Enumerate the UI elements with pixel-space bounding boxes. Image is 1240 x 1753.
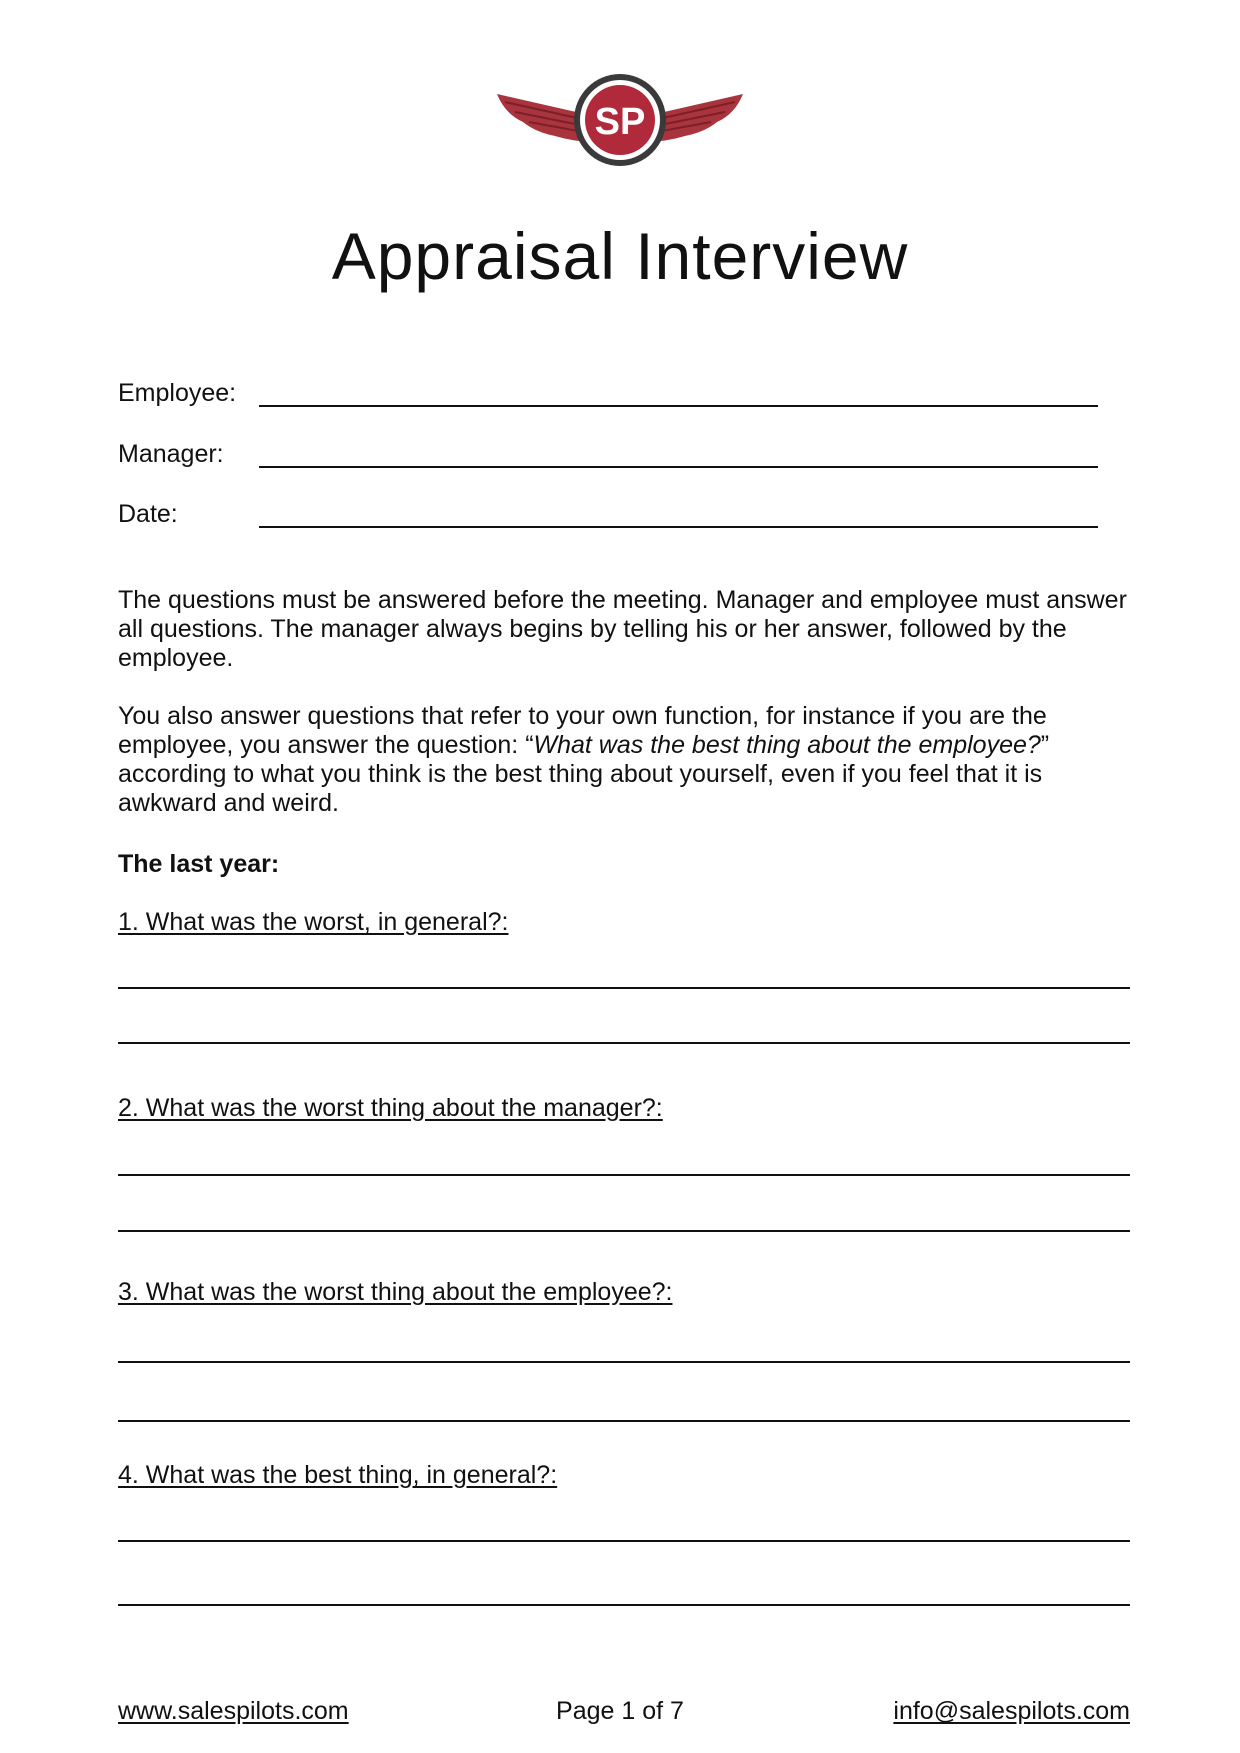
- question-3: 3. What was the worst thing about the employee?:: [118, 1278, 673, 1306]
- answer-line[interactable]: [118, 1230, 1130, 1232]
- date-field: [118, 491, 1098, 531]
- date-input-line[interactable]: [259, 526, 1098, 528]
- question-4: 4. What was the best thing, in general?:: [118, 1461, 558, 1489]
- employee-field: [118, 370, 1098, 410]
- date-label: Date:: [118, 500, 178, 528]
- intro-paragraph-2-quote: What was the best thing about the employee?: [533, 731, 1041, 759]
- question-1: 1. What was the worst, in general?:: [118, 908, 509, 936]
- logo-initials: SP: [594, 101, 646, 143]
- intro-paragraph-1: The questions must be answered before the meeting. Manager and employee must answer all questions. The manager always begins by telling his or her answer, followed by the employee.: [118, 586, 1127, 672]
- answer-line[interactable]: [118, 1604, 1130, 1606]
- answer-line[interactable]: [118, 1540, 1130, 1542]
- manager-label: Manager:: [118, 440, 224, 468]
- question-2: 2. What was the worst thing about the manager?:: [118, 1094, 663, 1122]
- answer-line[interactable]: [118, 987, 1130, 989]
- page-number: Page 1 of 7: [556, 1697, 684, 1725]
- website-link[interactable]: www.salespilots.com: [118, 1697, 349, 1725]
- intro-paragraph-2-start: You also answer questions that refer to your own function, for instance if you are the employee, you answer the question: “: [118, 702, 1047, 759]
- manager-input-line[interactable]: [259, 466, 1098, 468]
- manager-field: [118, 431, 1098, 471]
- answer-line[interactable]: [118, 1174, 1130, 1176]
- answer-line[interactable]: [118, 1420, 1130, 1422]
- page-title: Appraisal Interview: [331, 219, 909, 293]
- salespilots-logo: [495, 70, 745, 170]
- answer-line[interactable]: [118, 1361, 1130, 1363]
- employee-input-line[interactable]: [259, 405, 1098, 407]
- intro-paragraph-2: [118, 702, 1128, 818]
- answer-line[interactable]: [118, 1042, 1130, 1044]
- employee-label: Employee:: [118, 379, 237, 407]
- intro-paragraph-2-end: ” according to what you think is the best thing about yourself, even if you feel that it is awkward and weird.: [118, 731, 1050, 817]
- email-link[interactable]: info@salespilots.com: [893, 1697, 1130, 1725]
- section-heading: The last year:: [118, 850, 280, 878]
